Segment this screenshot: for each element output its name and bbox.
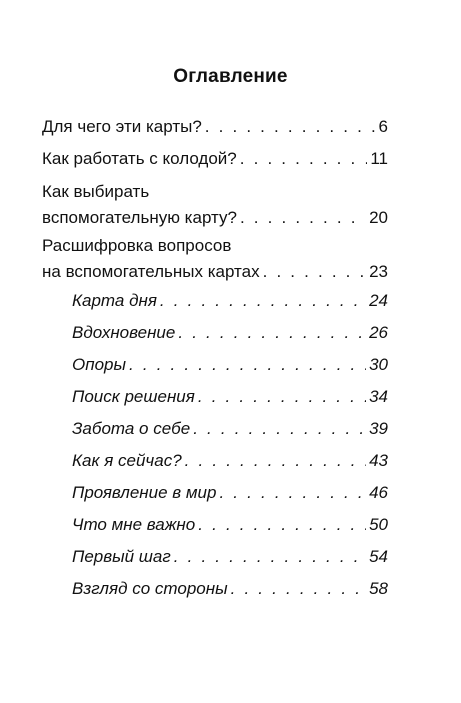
toc-subentry[interactable] (72, 384, 388, 410)
page-title: Оглавление (173, 66, 288, 87)
toc-entry-page: 11 (370, 149, 388, 168)
toc-entry-title: Опоры (72, 355, 126, 374)
toc-subentry[interactable] (72, 544, 388, 570)
toc-entry-title: Вдохновение (72, 323, 176, 342)
toc-entry-title: Проявление в мир (72, 483, 217, 502)
toc-entry-title: Как работать с колодой? (42, 149, 237, 168)
dot-leader (160, 288, 366, 314)
toc-subentry[interactable] (72, 416, 388, 442)
toc-entry[interactable] (42, 114, 388, 140)
toc-entry-page: 46 (369, 483, 388, 502)
dot-leader (198, 512, 366, 538)
dot-leader (240, 205, 366, 231)
dot-leader (263, 259, 366, 285)
toc-entry-title: Карта дня (72, 291, 157, 310)
dot-leader (193, 416, 366, 442)
toc-subentry[interactable] (72, 352, 388, 378)
toc-entry-title: Первый шаг (72, 547, 171, 566)
toc-entry-title: Что мне важно (72, 515, 196, 534)
toc-entry-title: на вспомогательных картах (42, 262, 260, 281)
toc-entry-title-line: Расшифровка вопросов (42, 236, 232, 255)
dot-leader (219, 480, 366, 506)
dot-leader (174, 544, 366, 570)
toc-entry-title: вспомогательную карту? (42, 208, 237, 227)
toc-entry-title: Забота о себе (72, 419, 191, 438)
toc-entry-page: 58 (369, 579, 388, 598)
toc-entry-title-line: Как выбирать (42, 182, 150, 201)
dot-leader (178, 320, 366, 346)
toc-entry-title: Взгляд со стороны (72, 579, 228, 598)
toc-subentry[interactable] (72, 448, 388, 474)
toc-entry-page: 30 (369, 355, 388, 374)
dot-leader (205, 114, 376, 140)
dot-leader (240, 146, 368, 172)
dot-leader (185, 448, 366, 474)
toc-subentry[interactable] (72, 320, 388, 346)
toc-entry-page: 54 (369, 547, 388, 566)
toc-subentry[interactable] (72, 576, 388, 602)
toc-entry[interactable] (42, 233, 388, 285)
toc-entry-title: Поиск решения (72, 387, 195, 406)
toc-entry-page: 43 (369, 451, 388, 470)
dot-leader (129, 352, 366, 378)
toc-entry[interactable] (42, 179, 388, 231)
dot-leader (198, 384, 366, 410)
toc-entry-page: 6 (378, 117, 388, 136)
toc-entry-page: 24 (369, 291, 388, 310)
toc-entry-title: Для чего эти карты? (42, 117, 202, 136)
table-of-contents (42, 0, 388, 703)
toc-entry-page: 20 (369, 208, 388, 227)
toc-entry-page: 50 (369, 515, 388, 534)
toc-entry-page: 23 (369, 262, 388, 281)
toc-entry-page: 26 (369, 323, 388, 342)
toc-subentry[interactable] (72, 288, 388, 314)
toc-subentry[interactable] (72, 512, 388, 538)
dot-leader (231, 576, 366, 602)
toc-entry-page: 34 (369, 387, 388, 406)
toc-entry[interactable] (42, 146, 388, 172)
toc-entry-page: 39 (369, 419, 388, 438)
toc-subentry[interactable] (72, 480, 388, 506)
toc-entry-title: Как я сейчас? (72, 451, 182, 470)
